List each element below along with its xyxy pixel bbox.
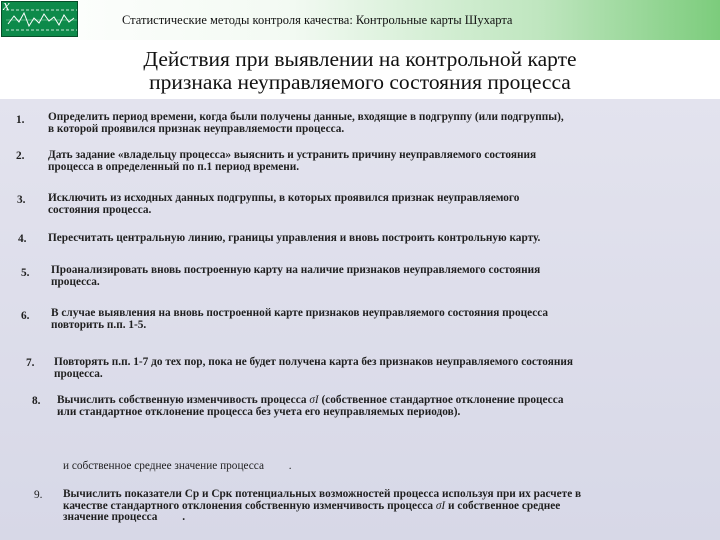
list-item-text: Проанализировать вновь построенную карту на наличие признаков неуправляемого состояния <box>51 264 541 276</box>
list-item-text <box>57 395 564 407</box>
list-item-text: процесса в определенный по п.1 период времени. <box>48 160 300 173</box>
list-item-text: Повторять п.п. 1-7 до тех пор, пока не будет получена карта без признаков неуправляемого состояния <box>54 356 573 368</box>
list-item-text: или стандартное отклонение процесса без учета его неуправляемых периодов). <box>57 405 461 418</box>
list-item-text <box>63 512 581 524</box>
list-item-text: Вычислить показатели Ср и Срк потенциальных возможностей процесса используя при их расчете в <box>63 488 582 500</box>
list-item-text: . <box>182 511 186 523</box>
item-number-6: 6. <box>21 310 30 322</box>
list-item-5 <box>51 265 540 288</box>
list-item-3 <box>48 193 519 216</box>
item-number-5: 5. <box>21 267 30 279</box>
list-item-6 <box>51 308 548 331</box>
list-item-text: процесса. <box>51 275 100 288</box>
list-item-text: качестве стандартного отклонения собственную изменчивость процесса <box>63 499 434 512</box>
list-item-text: Пересчитать центральную линию, границы управления и вновь построить контрольную карту. <box>48 232 541 244</box>
list-item-text: в которой проявился признак неуправляемости процесса. <box>48 122 345 135</box>
list-item-8-continuation <box>63 461 292 473</box>
list-item-text: Дать задание «владельцу процесса» выяснить и устранить причину неуправляемого состояния <box>48 149 537 161</box>
list-item-9 <box>63 489 581 524</box>
list-item-2 <box>48 150 536 173</box>
page-title-line-2: признака неуправляемого состояния процесса <box>149 70 571 94</box>
list-item-text: (собственное стандартное отклонение процесса <box>321 394 564 406</box>
list-item-text: Определить период времени, когда были получены данные, входящие в подгруппу (или подгруппы), <box>48 111 564 123</box>
list-item-text: Вычислить собственную изменчивость процесса <box>57 394 307 406</box>
list-item-text: повторить п.п. 1-5. <box>51 318 147 331</box>
list-item-text: состояния процесса. <box>48 203 152 216</box>
page-title <box>40 48 680 94</box>
list-item-text: процесса. <box>54 367 103 380</box>
header-title: Статистические методы контроля качества: Контрольные карты Шухарта <box>122 13 513 27</box>
item-number-8: 8. <box>32 395 41 407</box>
item-number-7: 7. <box>26 357 35 369</box>
list-item-text: В случае выявления на вновь построенной карте признаков неуправляемого состояния процесса <box>51 307 549 319</box>
list-item-1 <box>48 112 564 135</box>
logo-x-letter: x <box>3 0 10 14</box>
list-item-text: Исключить из исходных данных подгруппы, в которых проявился признак неуправляемого <box>48 192 520 204</box>
list-item-text: . <box>288 460 292 472</box>
sigma-symbol: σI <box>309 394 319 406</box>
list-item-8 <box>57 395 564 418</box>
list-item-text: значение процесса <box>63 511 158 523</box>
page-title-line-1: Действия при выявлении на контрольной карте <box>143 47 577 71</box>
item-number-2: 2. <box>16 150 25 162</box>
item-number-9: 9. <box>34 489 43 501</box>
list-item-text: и собственное среднее <box>448 499 561 512</box>
list-item-7 <box>54 357 573 380</box>
item-number-4: 4. <box>18 233 27 245</box>
control-chart-icon <box>2 2 79 38</box>
list-item-4 <box>48 233 540 245</box>
item-number-3: 3. <box>17 194 26 206</box>
sigma-symbol: σI <box>435 499 446 512</box>
control-chart-logo <box>1 1 78 37</box>
list-item-text: и собственное среднее значение процесса <box>63 460 264 472</box>
item-number-1: 1. <box>16 114 25 126</box>
